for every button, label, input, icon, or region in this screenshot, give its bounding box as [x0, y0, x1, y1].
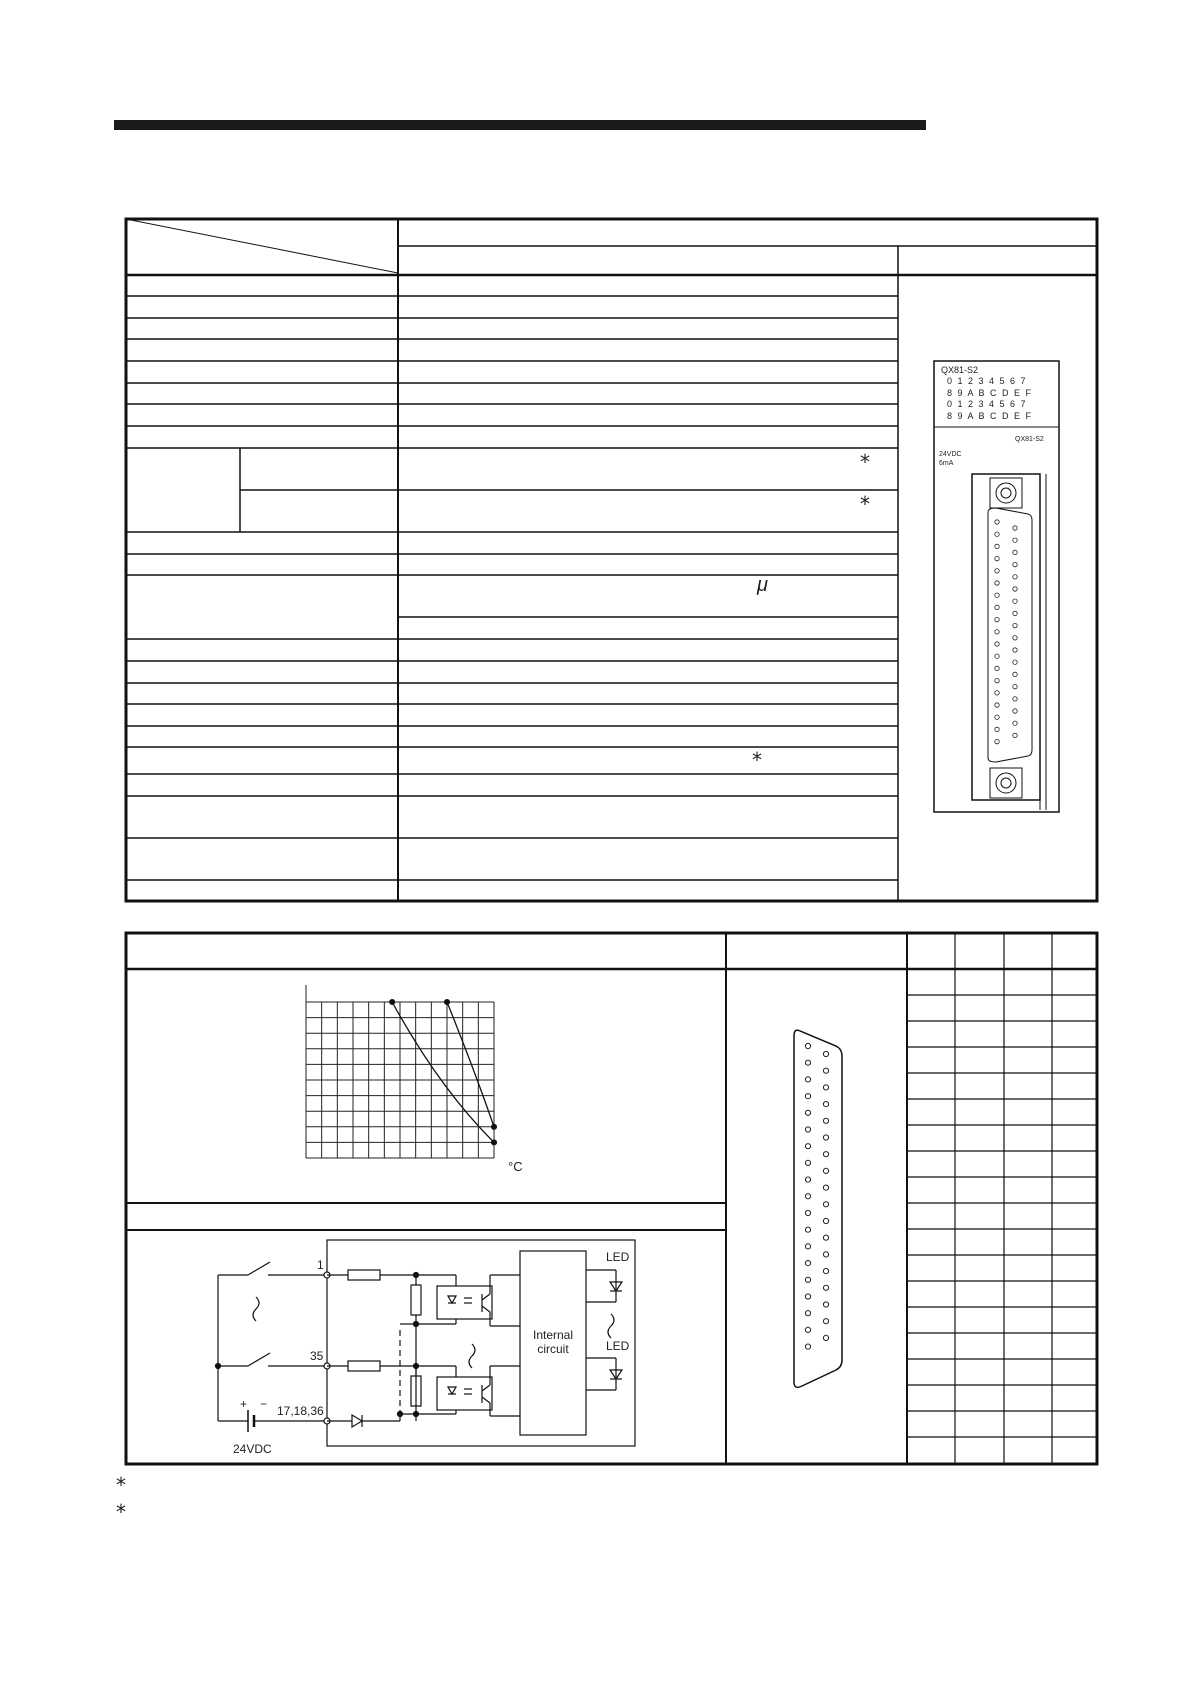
led-row-4: 8 9 A B C D E F	[947, 411, 1033, 421]
led-label-bottom: LED	[606, 1339, 630, 1353]
chart-point	[390, 1000, 395, 1005]
led-row-3: 0 1 2 3 4 5 6 7	[947, 399, 1028, 409]
dsub-pin	[823, 1168, 828, 1173]
dsub-pin	[823, 1118, 828, 1123]
led-row-1: 0 1 2 3 4 5 6 7	[947, 376, 1028, 386]
dsub-pin	[805, 1344, 810, 1349]
resistor-2	[348, 1361, 380, 1371]
dsub-pin	[805, 1294, 810, 1299]
dsub-pin	[805, 1327, 810, 1332]
switch-1	[248, 1262, 270, 1275]
lower-table-frame	[126, 933, 1097, 1464]
dsub-pin	[823, 1302, 828, 1307]
module-voltage: 24VDC	[939, 451, 962, 458]
dsub-pin	[805, 1194, 810, 1199]
internal-circuit-label-1: Internal	[532, 1328, 574, 1342]
footnotes	[110, 1470, 150, 1530]
chart-point	[492, 1124, 497, 1129]
dsub-pin	[805, 1261, 810, 1266]
dsub-pin	[805, 1144, 810, 1149]
micro-symbol: μ	[757, 574, 768, 596]
dsub-pin	[823, 1285, 828, 1290]
supply-label: 24VDC	[233, 1442, 272, 1456]
dsub-pin	[805, 1210, 810, 1215]
dsub-pin	[823, 1135, 828, 1140]
dsub-pin	[805, 1077, 810, 1082]
chart-point	[445, 1000, 450, 1005]
footnote-marker-2: *	[116, 1500, 126, 1524]
dsub-pin	[823, 1269, 828, 1274]
chart-point	[492, 1140, 497, 1145]
dsub-pin	[805, 1277, 810, 1282]
dsub-pin	[823, 1102, 828, 1107]
note-star-b: *	[860, 492, 870, 516]
derating-chart	[306, 985, 523, 1174]
dsub-pin	[805, 1244, 810, 1249]
note-star-a: *	[860, 450, 870, 474]
dsub-pin	[805, 1177, 810, 1182]
internal-circuit-label-2: circuit	[537, 1342, 569, 1356]
chart-x-unit: °C	[508, 1159, 523, 1174]
dsub-pin	[823, 1051, 828, 1056]
module-boundary	[327, 1240, 635, 1446]
diode	[352, 1415, 362, 1427]
led-row-2: 8 9 A B C D E F	[947, 388, 1033, 398]
pin-label-1: 1	[317, 1258, 324, 1272]
dsub-pin	[823, 1218, 828, 1223]
dsub-pin	[805, 1127, 810, 1132]
pin-label-common: 17,18,36	[277, 1404, 324, 1418]
dsub-pin	[823, 1202, 828, 1207]
dsub-pin	[805, 1110, 810, 1115]
dsub-pin	[823, 1068, 828, 1073]
dsub-pin	[823, 1085, 828, 1090]
dsub-pin	[805, 1160, 810, 1165]
plus-sign: +	[240, 1397, 248, 1411]
switch-2	[248, 1353, 270, 1366]
dsub-shell	[794, 1030, 842, 1387]
minus-sign: −	[260, 1397, 268, 1411]
dsub-pin	[823, 1185, 828, 1190]
resistor-1	[348, 1270, 380, 1280]
footnote-marker-1: *	[116, 1473, 126, 1497]
dsub-pin	[823, 1252, 828, 1257]
dsub-pin	[805, 1043, 810, 1048]
pin-label-35: 35	[310, 1349, 324, 1363]
dsub-pin	[823, 1235, 828, 1240]
dsub-pin	[823, 1152, 828, 1157]
dsub-pin	[805, 1094, 810, 1099]
led-label-top: LED	[606, 1250, 630, 1264]
module-model-small: QX81-S2	[1015, 436, 1044, 443]
dsub-pin	[805, 1227, 810, 1232]
note-star-c: *	[752, 748, 762, 772]
dsub-pin	[823, 1319, 828, 1324]
module-current: 6mA	[939, 460, 954, 467]
dsub-connector-diagram	[794, 1030, 842, 1387]
dsub-pin	[805, 1060, 810, 1065]
dsub-pin	[805, 1311, 810, 1316]
dsub-pin	[823, 1335, 828, 1340]
module-model-label: QX81-S2	[941, 365, 979, 375]
